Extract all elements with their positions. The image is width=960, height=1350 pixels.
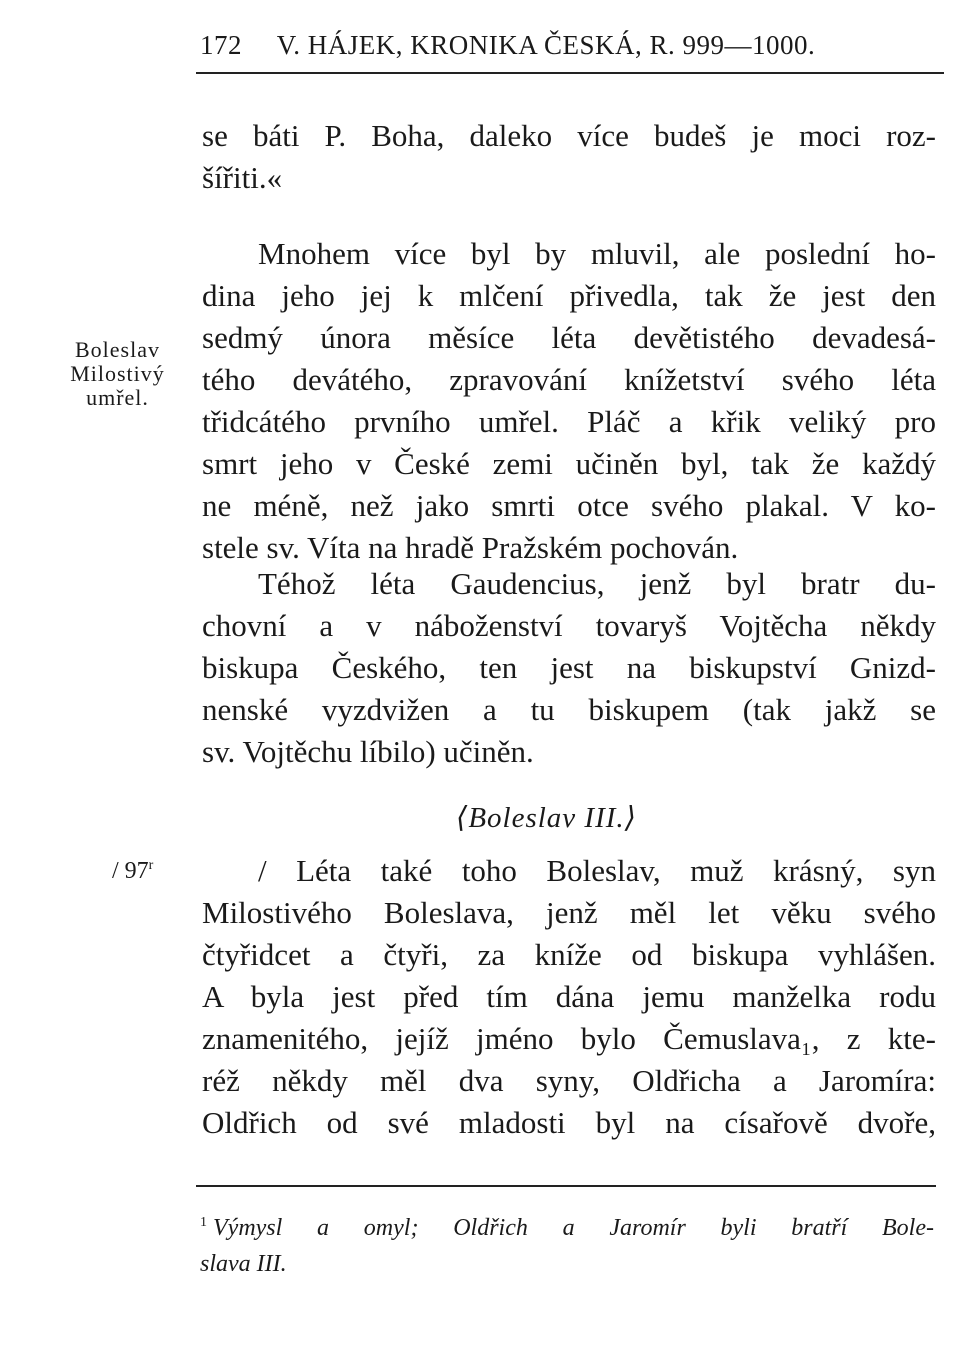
margin-note-line: Boleslav [75, 337, 160, 362]
text-line: chovní a v náboženství tovaryš Vojtěcha někdy [202, 608, 936, 643]
text-line: / Léta také toho Boleslav, muž krásný, syn [258, 853, 936, 888]
text-line: A byla jest před tím dána jemu manželka rodu [202, 979, 936, 1014]
text-line: se báti P. Boha, daleko více budeš je moci roz- [202, 118, 936, 153]
text-line: sedmý února měsíce léta devětistého devadesá- [202, 320, 936, 355]
text-line: smrt jeho v České zemi učiněn byl, tak že každý [202, 446, 936, 481]
paragraph-2 [202, 233, 936, 569]
margin-note [50, 338, 185, 410]
footnote-line [200, 1205, 934, 1246]
footnote-text: Výmysl a omyl; Oldřich a Jaromír byli bratří Bole- [213, 1215, 934, 1241]
text-line: nenské vyzdvižen a tu biskupem (tak jakž se [202, 692, 936, 727]
text-line: sv. Vojtěchu líbilo) učiněn. [202, 734, 534, 769]
text-line: ne méně, než jako smrti otce svého plakal. V ko- [202, 488, 936, 523]
text-line: Milostivého Boleslava, jenž měl let věku svého [202, 895, 936, 930]
text-line: dina jeho jej k mlčení přivedla, tak že jest den [202, 278, 936, 313]
footnote-line: slava III. [200, 1251, 287, 1277]
running-header [200, 30, 815, 61]
footnote [200, 1205, 934, 1282]
text-line: Mnohem více byl by mluvil, ale poslední ho- [258, 236, 936, 271]
text-line: třidcátého prvního umřel. Pláč a křik veliký pro [202, 404, 936, 439]
text-line: znamenitého, jejíž jméno bylo Čemuslava₁, z kte- [202, 1021, 936, 1056]
text-line: čtyřidcet a čtyři, za kníže od biskupa vyhlášen. [202, 937, 936, 972]
paragraph-1 [202, 115, 936, 199]
section-heading: ⟨Boleslav III.⟩ [456, 802, 637, 834]
header-rule [196, 72, 944, 74]
page-number: 172 [200, 30, 242, 60]
text-line: stele sv. Víta na hradě Pražském pochován. [202, 530, 739, 565]
paragraph-3 [202, 563, 936, 773]
folio-text: / 97 [112, 858, 149, 884]
text-line: šířiti.« [202, 160, 283, 195]
text-line: biskupa Českého, ten jest na biskupství Gnizd- [202, 650, 936, 685]
margin-note-line: Milostivý [70, 361, 165, 386]
text-line: réž někdy měl dva syny, Oldřicha a Jaromíra: [202, 1063, 936, 1098]
margin-note-line: umřel. [86, 385, 149, 410]
text-line: tého devátého, zpravování knížetství svého léta [202, 362, 936, 397]
paragraph-4 [202, 850, 936, 1144]
footnote-marker: 1 [200, 1215, 207, 1230]
folio-superscript: r [148, 858, 154, 873]
text-line: Oldřich od své mladosti byl na císařově dvoře, [202, 1105, 936, 1140]
text-line: Téhož léta Gaudencius, jenž byl bratr du- [258, 566, 936, 601]
footnote-rule [196, 1185, 936, 1187]
running-title: V. HÁJEK, KRONIKA ČESKÁ, R. 999—1000. [276, 30, 816, 60]
folio-marker [112, 858, 153, 885]
